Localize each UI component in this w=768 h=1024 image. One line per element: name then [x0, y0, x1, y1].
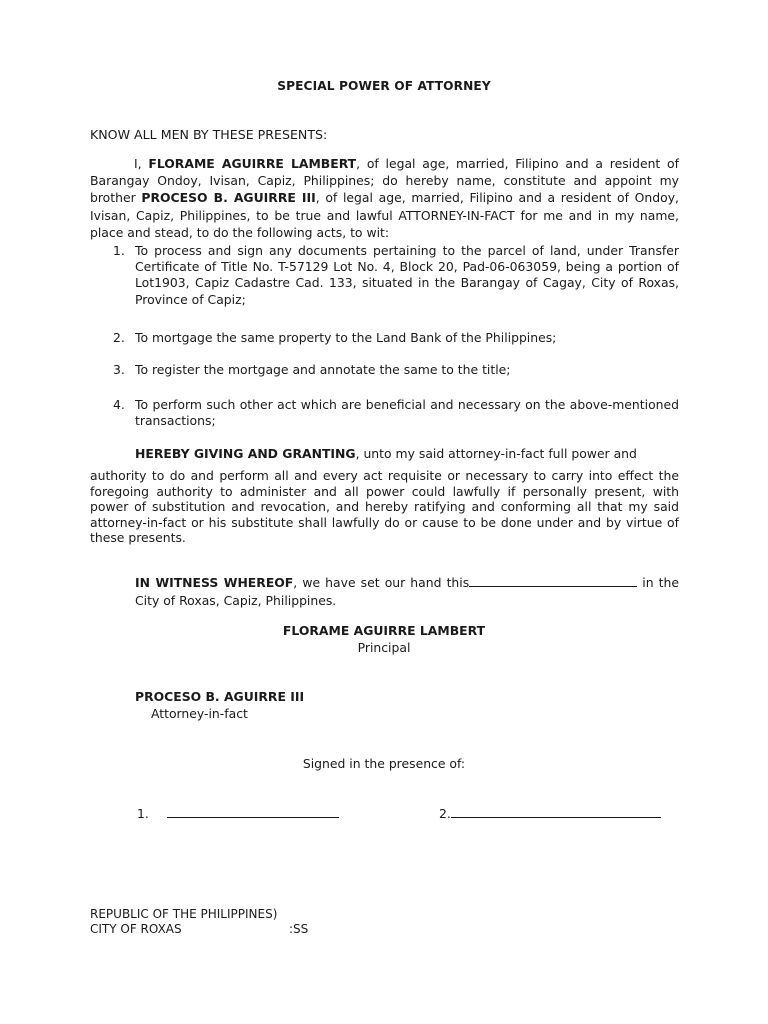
date-blank-line[interactable] [469, 574, 637, 587]
witness-1-line[interactable] [167, 805, 339, 818]
attorney-name: PROCESO B. AGUIRRE III [135, 689, 305, 704]
attorney-name-inline: PROCESO B. AGUIRRE III [141, 190, 316, 206]
intro-text-3: , of legal age, married, Filipino and a resident of Ondoy, Ivisan, Capiz, Philippines, to be true and lawful ATTORNEY-IN-FACT for me and in my name, place and stead, to do the following acts, to wit: [90, 190, 679, 240]
principal-name-inline: FLORAME AGUIRRE LAMBERT [148, 156, 357, 171]
know-all-heading: KNOW ALL MEN BY THESE PRESENTS: [90, 127, 328, 142]
witness-2-label: 2. [439, 806, 451, 821]
act-item [113, 330, 679, 346]
witness-2-line[interactable] [451, 805, 661, 818]
act-text: To register the mortgage and annotate the same to the title; [135, 362, 511, 377]
principal-role: Principal [357, 640, 411, 655]
act-number: 2. [113, 330, 125, 345]
act-number: 3. [113, 362, 125, 377]
witness-2-signature [439, 805, 661, 821]
act-number: 1. [113, 243, 125, 258]
act-text: To process and sign any documents pertaining to the parcel of land, under Transfer Certificate of Title No. T-57129 Lot No. 4, Block 20, Pad-06-063059, being a portion of Lot1903, Capiz Cadastre Cad. 133, situated in the Barangay of Cagay, City of Roxas, Province of Capiz; [135, 243, 679, 307]
intro-text-2: , of legal age, married, Filipino and a resident of Barangay Ondoy, Ivisan, Capiz, Philippines; do hereby name, constitute and appoint my brother [90, 156, 679, 206]
act-item [113, 243, 679, 308]
principal-name: FLORAME AGUIRRE LAMBERT [282, 623, 486, 638]
act-item [113, 397, 679, 429]
attorney-role: Attorney-in-fact [151, 706, 248, 721]
authority-paragraph: authority to do and perform all and every act requisite or necessary to carry into effect the foregoing authority to administer and all power could lawfully if personally present, with power of substitution and revocation, and hereby ratifying and conforming all that my said attorney-in-fact or his substitute shall lawfully do or cause to be done under and by virtue of these presents. [90, 468, 679, 546]
act-text: To perform such other act which are beneficial and necessary on the above-mentioned transactions; [135, 397, 679, 429]
act-text: To mortgage the same property to the Land Bank of the Philippines; [135, 330, 557, 345]
intro-paragraph [90, 155, 679, 241]
venue-republic: REPUBLIC OF THE PHILIPPINES) [90, 907, 278, 921]
venue-ss: :SS [289, 922, 309, 936]
witness-text-1: , we have set our hand this [293, 575, 470, 590]
intro-text-1: I, [134, 156, 149, 171]
venue-city: CITY OF ROXAS [90, 922, 182, 936]
hereby-bold: HEREBY GIVING AND GRANTING [135, 446, 356, 461]
act-item [113, 362, 679, 378]
witness-bold: IN WITNESS WHEREOF [135, 575, 294, 590]
hereby-rest: , unto my said attorney-in-fact full power and [355, 446, 637, 461]
signed-presence-label: Signed in the presence of: [302, 756, 466, 771]
hereby-granting-line [135, 446, 637, 461]
witness-1-signature [137, 805, 339, 821]
witness-1-label: 1. [137, 806, 149, 821]
document-title: SPECIAL POWER OF ATTORNEY [277, 79, 491, 93]
witness-text-2: in the City of Roxas, Capiz, Philippines. [135, 575, 680, 609]
witness-paragraph [135, 574, 679, 611]
act-number: 4. [113, 397, 125, 412]
